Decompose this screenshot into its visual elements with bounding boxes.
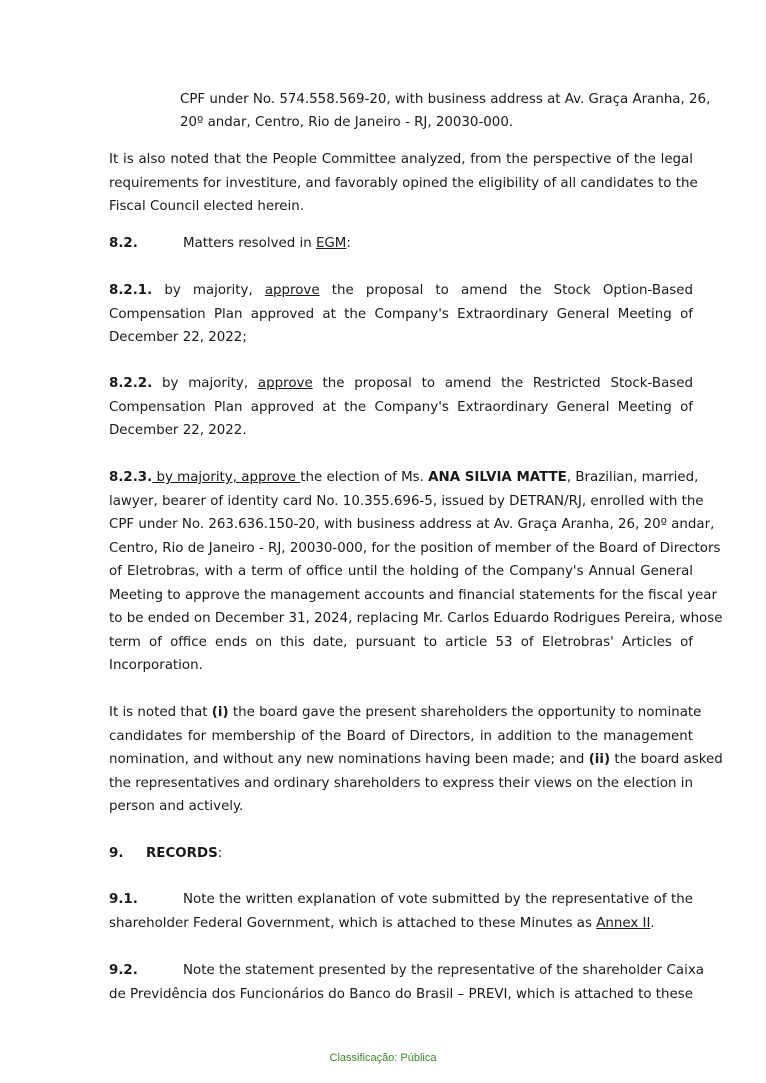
section-9-2-line-1 — [183, 959, 704, 983]
approve-underlined: by majority, approve — [152, 470, 301, 485]
paragraph-line: person and actively. — [109, 799, 244, 814]
colon: : — [346, 236, 351, 251]
section-8-2-title — [183, 232, 351, 256]
top-continuation-line-2: 20º andar, Centro, Rio de Janeiro - RJ, 20030-000. — [180, 115, 514, 130]
text: . — [650, 916, 655, 931]
text: by majority, — [152, 283, 265, 298]
roman-numeral: (i) — [211, 705, 229, 720]
paragraph-line: CPF under No. 263.636.150-20, with business address at Av. Graça Aranha, 26, 20º andar, — [109, 517, 715, 532]
section-8-2-3 — [109, 466, 723, 678]
paragraph-line: Centro, Rio de Janeiro - RJ, 20030-000, for the position of member of the Board of Directors — [109, 540, 721, 556]
text: the board gave the present shareholders the opportunity to nominate — [228, 705, 702, 720]
paragraph-line: requirements for investiture, and favorably opined the eligibility of all candidates to the — [109, 175, 698, 191]
section-9-2-number — [109, 959, 138, 983]
paragraph-line: term of office ends on this date, pursuant to article 53 of Eletrobras' Articles of — [109, 634, 693, 650]
paragraph-line: Meeting to approve the management accounts and financial statements for the fiscal year — [109, 587, 717, 603]
board-note-paragraph — [109, 701, 723, 819]
paragraph-line — [109, 372, 693, 396]
annex-ii-link[interactable]: Annex II — [596, 916, 651, 931]
top-continuation-line-1: CPF under No. 574.558.569-20, with business address at Av. Graça Aranha, 26, — [180, 92, 711, 107]
text: the proposal to amend the Stock Option-Based — [319, 283, 694, 298]
paragraph-line: of Eletrobras, with a term of office until the holding of the Company's Annual General — [109, 564, 693, 579]
paragraph-line: Compensation Plan approved at the Company's Extraordinary General Meeting of — [109, 306, 693, 322]
approve-underlined: approve — [257, 376, 313, 391]
paragraph-line: It is also noted that the People Committee analyzed, from the perspective of the legal — [109, 152, 693, 167]
section-title: RECORDS — [146, 846, 218, 861]
paragraph-line: Note the statement presented by the representative of the shareholder Caixa — [183, 963, 704, 978]
paragraph-line: de Previdência dos Funcionários do Banco do Brasil – PREVI, which is attached to these — [109, 987, 693, 1002]
text: the election of Ms. — [300, 470, 429, 485]
section-8-2-2 — [109, 372, 693, 443]
section-title: Matters resolved in — [183, 236, 316, 251]
paragraph-line: the representatives and ordinary shareholders to express their views on the election in — [109, 775, 693, 791]
paragraph-line: December 22, 2022; — [109, 330, 247, 345]
colon: : — [217, 846, 223, 861]
text: the board asked — [610, 752, 723, 767]
paragraph-line: lawyer, bearer of identity card No. 10.355.696-5, issued by DETRAN/RJ, enrolled with the — [109, 493, 704, 509]
section-number: 8.2.3. — [109, 470, 153, 485]
egm-link[interactable]: EGM — [315, 236, 347, 251]
section-number: 8.2. — [109, 236, 138, 251]
classification-footer: Classificação: Pública — [329, 1052, 437, 1064]
section-9-title — [146, 842, 222, 866]
paragraph-line: to be ended on December 31, 2024, replacing Mr. Carlos Eduardo Rodrigues Pereira, whose — [109, 611, 723, 626]
text: shareholder Federal Government, which is attached to these Minutes as — [109, 916, 597, 931]
approve-underlined: approve — [264, 283, 320, 298]
text: nomination, and without any new nominations having been made; and — [109, 752, 589, 767]
paragraph-line: Note the written explanation of vote submitted by the representative of the — [183, 892, 693, 907]
section-9-heading — [109, 842, 123, 866]
paragraph-line: December 22, 2022. — [109, 423, 247, 438]
section-9-1-line-2 — [109, 912, 655, 936]
paragraph-line — [109, 466, 699, 490]
section-8-2-heading — [109, 232, 138, 256]
paragraph-line — [109, 701, 702, 725]
section-number: 9. — [109, 846, 124, 861]
section-number: 8.2.2. — [109, 376, 153, 391]
paragraph-line: candidates for membership of the Board of Directors, in addition to the management — [109, 728, 693, 744]
section-8-2-1 — [109, 279, 693, 350]
text: the proposal to amend the Restricted Stock-Based — [312, 376, 693, 391]
paragraph-line: Compensation Plan approved at the Company's Extraordinary General Meeting of — [109, 399, 693, 415]
section-number: 8.2.1. — [109, 283, 153, 298]
roman-numeral: (ii) — [588, 752, 611, 767]
paragraph-line: Fiscal Council elected herein. — [109, 199, 304, 214]
candidate-name: ANA SILVIA MATTE — [428, 470, 567, 485]
section-number: 9.2. — [109, 963, 138, 978]
text: by majority, — [152, 376, 258, 391]
section-9-2-line-2 — [109, 983, 693, 1007]
committee-note-paragraph — [109, 148, 698, 219]
text: It is noted that — [109, 705, 212, 720]
text: , Brazilian, married, — [566, 470, 699, 485]
paragraph-line: Incorporation. — [109, 658, 203, 673]
section-9-1-line-1 — [183, 888, 693, 912]
section-number: 9.1. — [109, 892, 138, 907]
paragraph-line — [109, 279, 693, 303]
section-9-1-number — [109, 888, 138, 912]
paragraph-line — [109, 748, 723, 772]
